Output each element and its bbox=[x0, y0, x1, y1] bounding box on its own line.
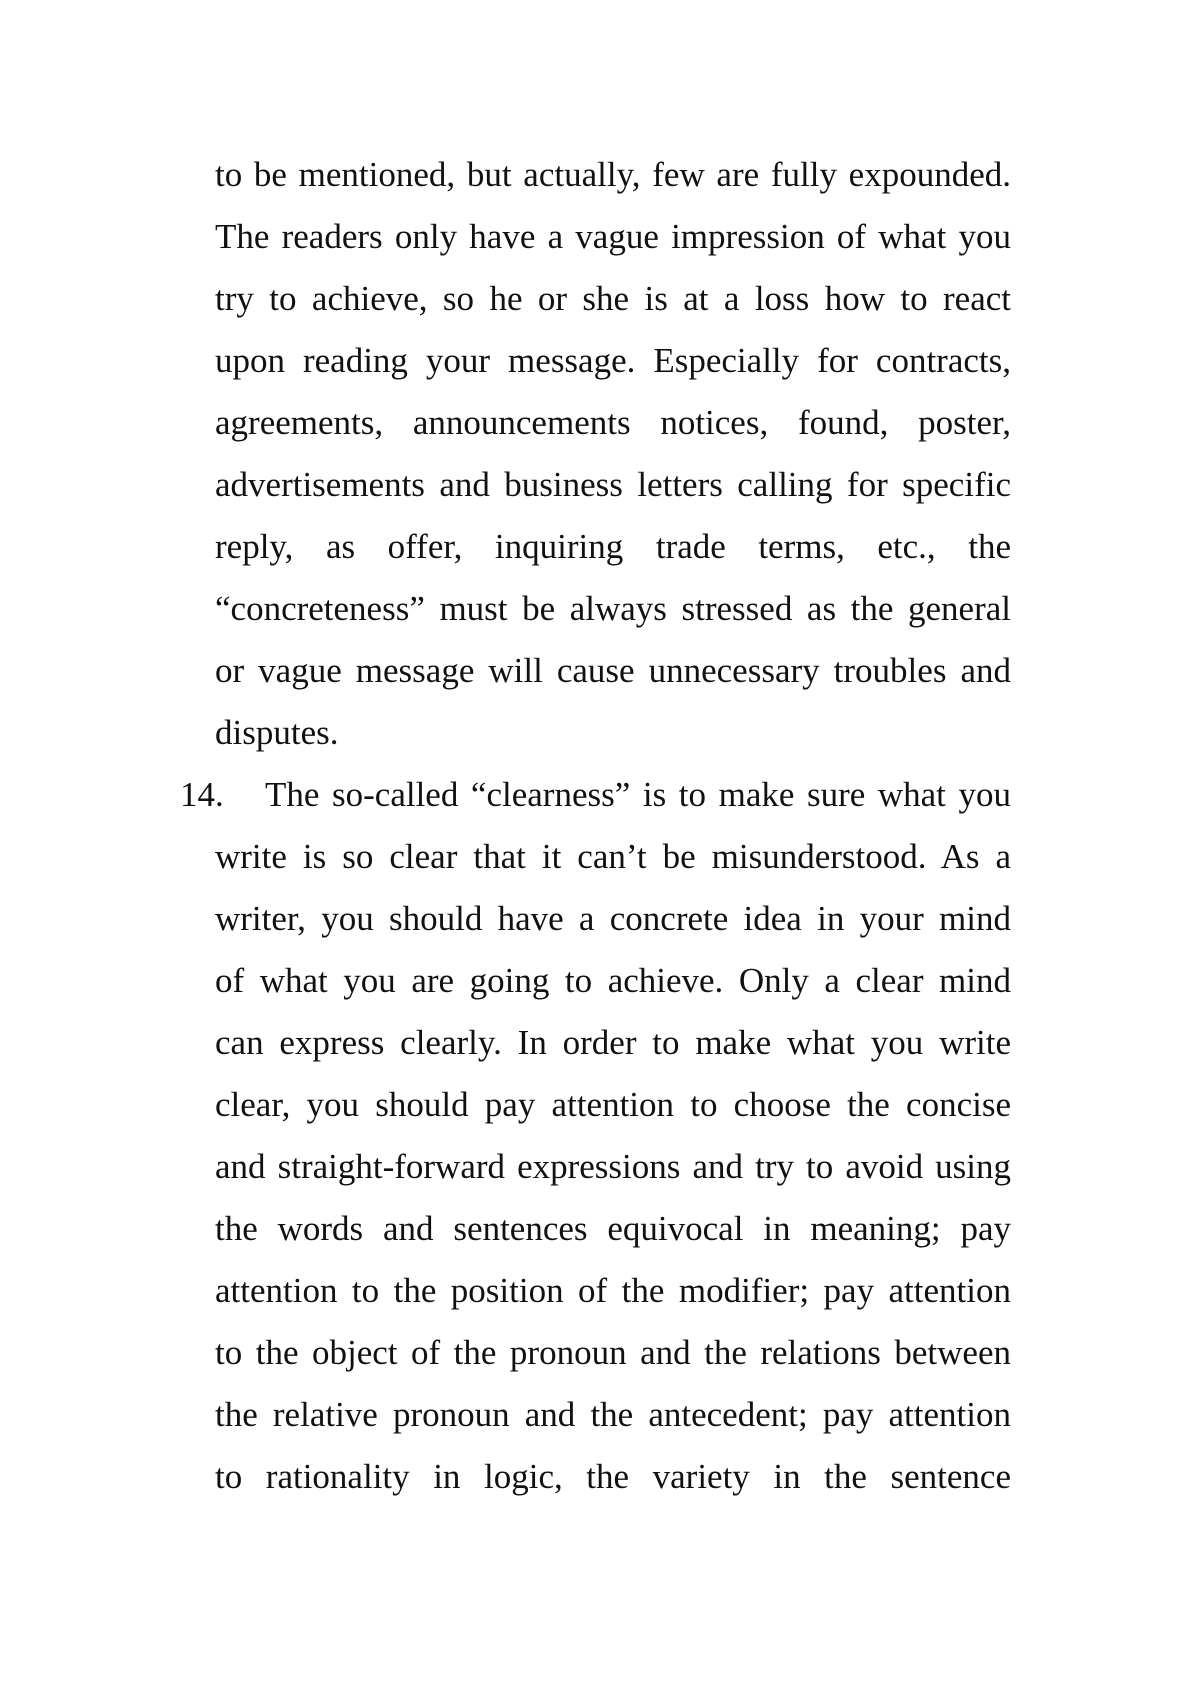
item-line: clear, you should pay attention to choose the concise bbox=[215, 1085, 1011, 1124]
paragraph-line: The readers only have a vague impression of what you bbox=[215, 217, 1011, 256]
paragraph-line: to be mentioned, but actually, few are fully expounded. bbox=[215, 155, 1011, 194]
item-number: 14. bbox=[180, 775, 224, 814]
item-line: writer, you should have a concrete idea in your mind bbox=[215, 899, 1011, 938]
item-line: to rationality in logic, the variety in the sentence bbox=[215, 1457, 1011, 1496]
item-line: to the object of the pronoun and the relations between bbox=[215, 1333, 1011, 1372]
item-line: can express clearly. In order to make what you write bbox=[215, 1023, 1011, 1062]
paragraph-line: upon reading your message. Especially for contracts, bbox=[215, 341, 1011, 380]
item-line: and straight-forward expressions and try to avoid using bbox=[215, 1147, 1011, 1186]
item-line: the relative pronoun and the antecedent; pay attention bbox=[215, 1395, 1011, 1434]
item-line: The so-called “clearness” is to make sure what you bbox=[265, 775, 1011, 814]
paragraph-line: advertisements and business letters calling for specific bbox=[215, 465, 1011, 504]
item-line: attention to the position of the modifier; pay attention bbox=[215, 1271, 1011, 1310]
paragraph-line: or vague message will cause unnecessary troubles and bbox=[215, 651, 1011, 690]
item-line: write is so clear that it can’t be misunderstood. As a bbox=[215, 837, 1011, 876]
paragraph-line: “concreteness” must be always stressed as the general bbox=[215, 589, 1011, 628]
item-line: the words and sentences equivocal in meaning; pay bbox=[215, 1209, 1011, 1248]
paragraph-line: try to achieve, so he or she is at a loss how to react bbox=[215, 279, 1011, 318]
paragraph-line: disputes. bbox=[215, 713, 339, 752]
paragraph-line: reply, as offer, inquiring trade terms, etc., the bbox=[215, 527, 1011, 566]
item-line: of what you are going to achieve. Only a clear mind bbox=[215, 961, 1011, 1000]
paragraph-line: agreements, announcements notices, found, poster, bbox=[215, 403, 1011, 442]
